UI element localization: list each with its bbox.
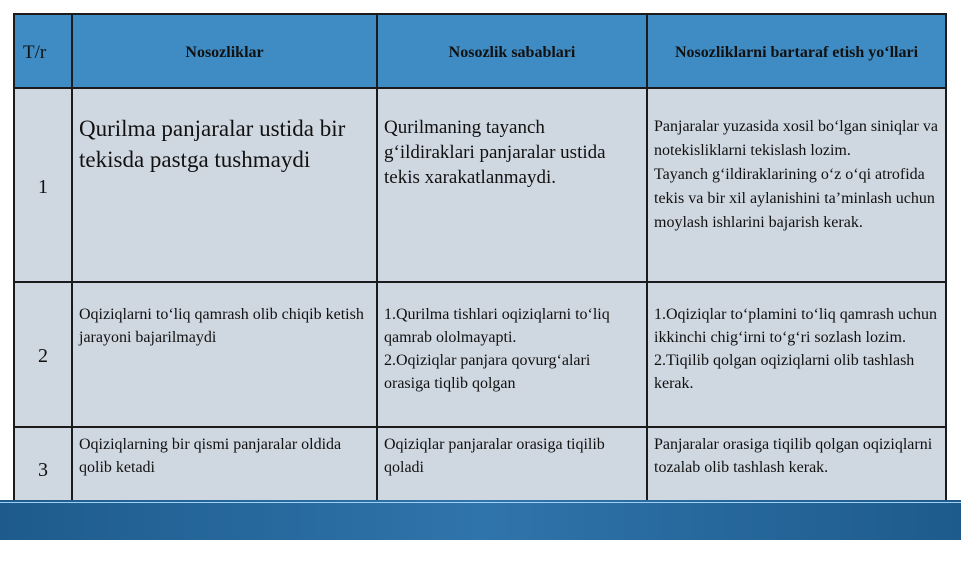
row-number: 1: [14, 88, 72, 282]
header-faults: Nosozliklar: [72, 14, 377, 88]
cause-cell: Qurilmaning tayanch g‘ildiraklari panjaralar ustida tekis xarakatlanmaydi.: [377, 88, 647, 282]
table-row: [14, 427, 946, 509]
fix-cell: Panjaralar yuzasida xosil bo‘lgan siniqlar va notekisliklarni tekislash lozim. Tayanch g‘ildiraklarining o‘z o‘qi atrofida tekis va bir xil aylanishini ta’minlash uchun moylash ishlarini bajarish kerak.: [647, 88, 946, 282]
fix-cell: 1.Oqiziqlar to‘plamini to‘liq qamrash uchun ikkinchi chig‘irni to‘g‘ri sozlash lozim. 2.Tiqilib qolgan oqiziqlarni olib tashlash kerak.: [647, 282, 946, 427]
header-fixes: Nosozliklarni bartaraf etish yo‘llari: [647, 14, 946, 88]
fault-cell: Oqiziqlarning bir qismi panjaralar oldida qolib ketadi: [72, 427, 377, 509]
band-line: [0, 502, 961, 503]
table-row: [14, 282, 946, 427]
fault-cell: Oqiziqlarni to‘liq qamrash olib chiqib ketish jarayoni bajarilmaydi: [72, 282, 377, 427]
fix-cell: Panjaralar orasiga tiqilib qolgan oqiziqlarni tozalab olib tashlash kerak.: [647, 427, 946, 509]
header-number: T/r: [14, 14, 72, 88]
row-number: 2: [14, 282, 72, 427]
table-row: [14, 88, 946, 282]
fault-cell: Qurilma panjaralar ustida bir tekisda pastga tushmaydi: [72, 88, 377, 282]
bottom-band: [0, 500, 961, 540]
cause-cell: Oqiziqlar panjaralar orasiga tiqilib qoladi: [377, 427, 647, 509]
header-causes: Nosozlik sabablari: [377, 14, 647, 88]
cause-cell: 1.Qurilma tishlari oqiziqlarni to‘liq qamrab ololmayapti. 2.Oqiziqlar panjara qovurg‘alari orasiga tiqlib qolgan: [377, 282, 647, 427]
table-header-row: [14, 14, 946, 88]
row-number: 3: [14, 427, 72, 509]
faults-table: [13, 13, 947, 510]
